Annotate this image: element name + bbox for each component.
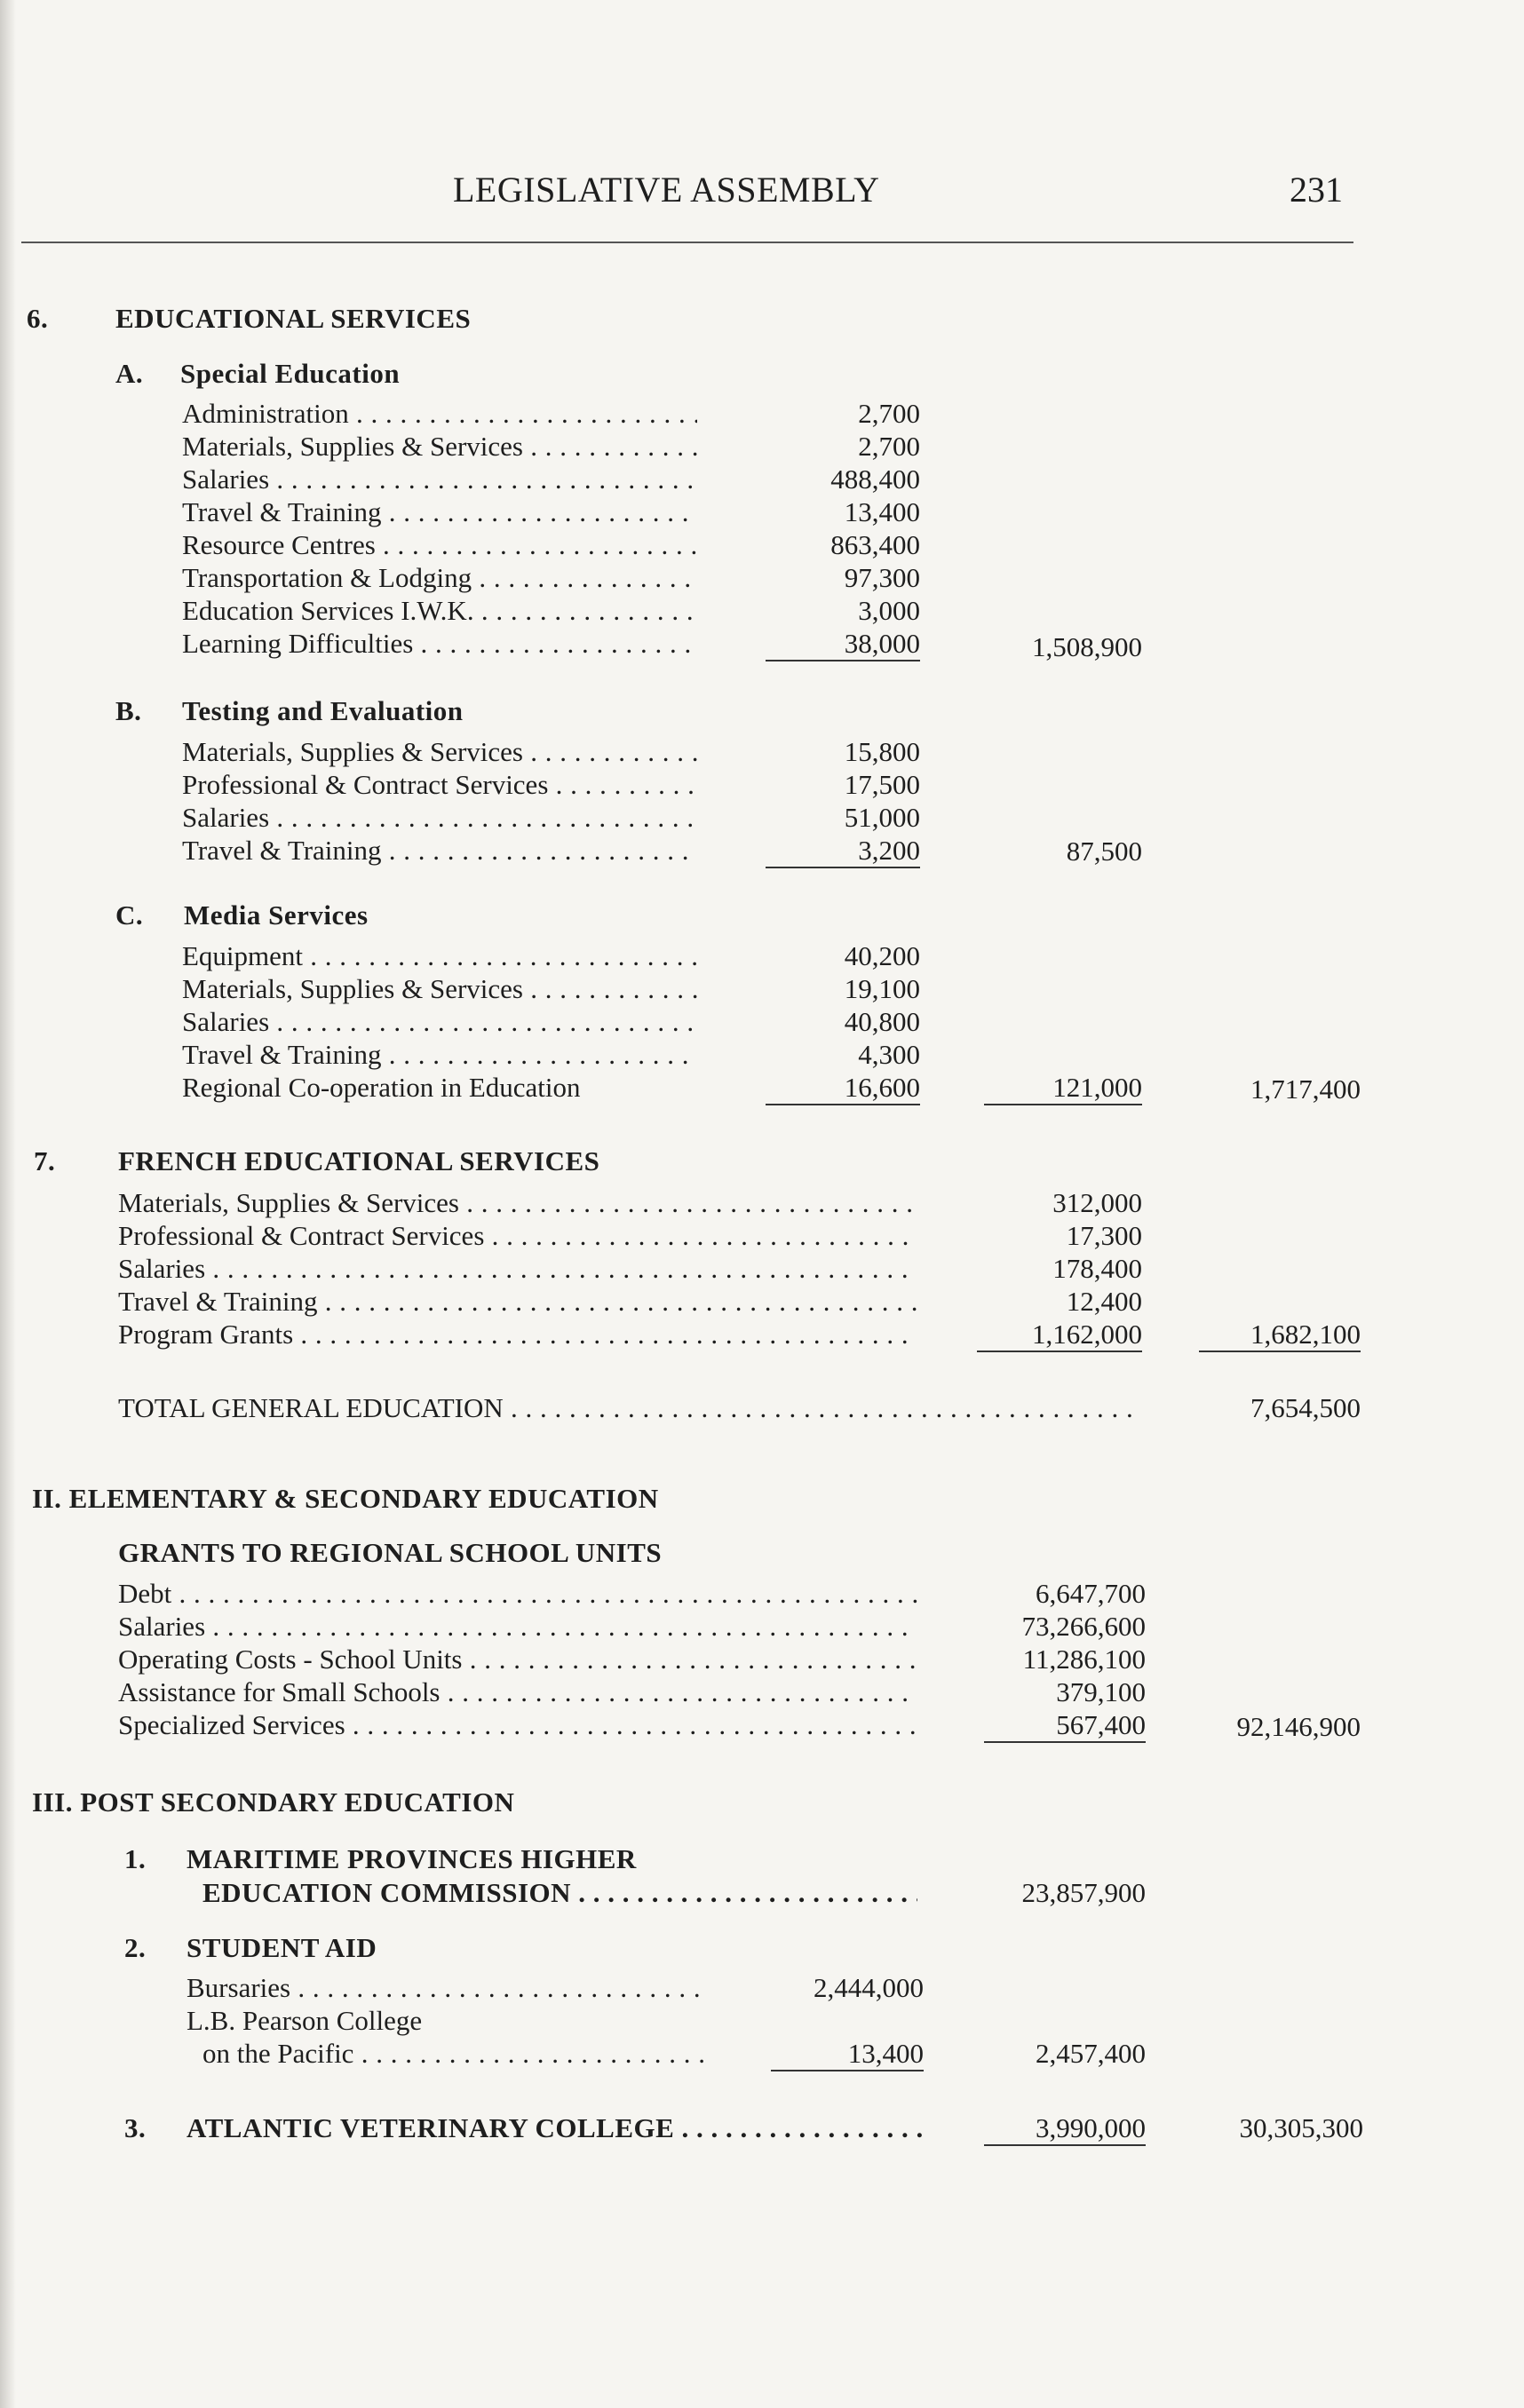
line-item-label: Materials, Supplies & Services . . . <box>118 1187 917 1219</box>
line-item-value: 3,000 <box>858 595 920 626</box>
line-item-label: Regional Co-operation in Education <box>182 1072 581 1103</box>
line-item-label: Program Grants . . . <box>118 1319 917 1351</box>
section-ii-title: II. ELEMENTARY & SECONDARY EDUCATION <box>32 1483 659 1514</box>
section-6-number: 6. <box>27 303 49 334</box>
section-iii-total: 30,305,300 <box>1239 2112 1363 2143</box>
line-item-value: 2,700 <box>858 431 920 462</box>
bursaries-label: Bursaries . . . <box>187 1972 706 2004</box>
line-item-value: 73,266,600 <box>1021 1611 1146 1642</box>
pearson-college-value: 13,400 <box>771 2038 924 2071</box>
line-item-label: Travel & Training . . . <box>182 496 697 528</box>
item-2-number: 2. <box>124 1932 147 1963</box>
item-1-value: 23,857,900 <box>1021 1877 1146 1908</box>
line-item-label: Salaries . . . <box>118 1253 917 1285</box>
subsection-c-title: Media Services <box>184 899 369 931</box>
line-item-value: 51,000 <box>844 802 920 833</box>
line-item-value: 4,300 <box>858 1039 920 1070</box>
header-rule <box>21 242 1353 243</box>
line-item-value: 1,162,000 <box>977 1319 1142 1352</box>
line-item-label: Equipment . . . <box>182 940 697 972</box>
line-item-value: 16,600 <box>766 1072 920 1105</box>
section-7-number: 7. <box>34 1145 56 1176</box>
line-item-value: 863,400 <box>830 529 920 560</box>
subsection-a-title: Special Education <box>180 358 401 389</box>
total-general-education-label: TOTAL GENERAL EDUCATION . . . <box>118 1392 1139 1424</box>
section-ii-subtitle: GRANTS TO REGIONAL SCHOOL UNITS <box>118 1537 663 1568</box>
item-3-value: 3,990,000 <box>984 2112 1146 2146</box>
subsection-b-title: Testing and Evaluation <box>182 695 464 726</box>
line-item-label: Travel & Training . . . <box>118 1286 917 1318</box>
line-item-label: Salaries . . . <box>182 463 697 495</box>
item-1-number: 1. <box>124 1843 147 1874</box>
line-item-label: Debt . . . <box>118 1578 917 1610</box>
line-item-label: Transportation & Lodging . . . <box>182 562 697 594</box>
line-item-label: Learning Difficulties . . . <box>182 628 697 660</box>
line-item-label: Salaries . . . <box>182 1006 697 1038</box>
line-item-value: 567,400 <box>984 1709 1146 1743</box>
item-2-title: STUDENT AID <box>187 1932 377 1963</box>
line-item-label: Administration . . . <box>182 398 697 430</box>
item-1-title-line1: MARITIME PROVINCES HIGHER <box>187 1843 637 1874</box>
line-item-value: 178,400 <box>1052 1253 1142 1284</box>
line-item-value: 488,400 <box>830 463 920 495</box>
line-item-value: 12,400 <box>1066 1286 1142 1317</box>
line-item-label: Materials, Supplies & Services . . . <box>182 431 697 463</box>
section-6-total: 1,717,400 <box>1250 1073 1361 1105</box>
line-item-value: 19,100 <box>844 973 920 1004</box>
line-item-value: 13,400 <box>844 496 920 527</box>
subsection-b-letter: B. <box>115 695 142 726</box>
line-item-label: Travel & Training . . . <box>182 1039 697 1071</box>
line-item-label: Materials, Supplies & Services . . . <box>182 736 697 768</box>
pearson-college-label-line2: on the Pacific . . . <box>202 2038 706 2070</box>
line-item-value: 17,300 <box>1066 1220 1142 1251</box>
line-item-value: 312,000 <box>1052 1187 1142 1218</box>
subsection-c-subtotal: 121,000 <box>984 1072 1142 1105</box>
pearson-college-label-line1: L.B. Pearson College <box>187 2005 423 2036</box>
page-header-title: LEGISLATIVE ASSEMBLY <box>453 170 880 210</box>
line-item-label: Professional & Contract Services . . . <box>182 769 697 801</box>
section-6-title: EDUCATIONAL SERVICES <box>115 303 472 334</box>
line-item-label: Specialized Services . . . <box>118 1709 917 1741</box>
item-2-subtotal: 2,457,400 <box>1036 2038 1146 2069</box>
line-item-label: Operating Costs - School Units . . . <box>118 1644 917 1675</box>
line-item-label: Assistance for Small Schools . . . <box>118 1676 917 1708</box>
section-7-total: 1,682,100 <box>1199 1319 1361 1352</box>
page-number: 231 <box>1290 170 1343 210</box>
bursaries-value: 2,444,000 <box>814 1972 924 2003</box>
section-iii-title: III. POST SECONDARY EDUCATION <box>32 1786 515 1818</box>
section-ii-total: 92,146,900 <box>1236 1711 1361 1742</box>
line-item-value: 40,800 <box>844 1006 920 1037</box>
line-item-label: Professional & Contract Services . . . <box>118 1220 917 1252</box>
line-item-label: Salaries . . . <box>182 802 697 834</box>
line-item-value: 11,286,100 <box>1022 1644 1146 1675</box>
item-1-title-line2: EDUCATION COMMISSION . . . <box>202 1877 917 1909</box>
page-edge-shadow <box>0 0 16 2408</box>
item-3-number: 3. <box>124 2112 147 2143</box>
line-item-value: 97,300 <box>844 562 920 593</box>
line-item-value: 15,800 <box>844 736 920 767</box>
subsection-a-letter: A. <box>115 358 144 389</box>
line-item-value: 40,200 <box>844 940 920 971</box>
line-item-label: Education Services I.W.K. . . . <box>182 595 697 627</box>
section-7-title: FRENCH EDUCATIONAL SERVICES <box>118 1145 600 1176</box>
line-item-value: 3,200 <box>766 835 920 868</box>
subsection-a-subtotal: 1,508,900 <box>1032 631 1142 662</box>
line-item-value: 379,100 <box>1056 1676 1146 1707</box>
line-item-value: 2,700 <box>858 398 920 429</box>
line-item-value: 38,000 <box>766 628 920 661</box>
line-item-value: 17,500 <box>844 769 920 800</box>
total-general-education-value: 7,654,500 <box>1250 1392 1361 1423</box>
line-item-label: Resource Centres . . . <box>182 529 697 561</box>
subsection-b-subtotal: 87,500 <box>1066 836 1142 867</box>
line-item-value: 6,647,700 <box>1036 1578 1146 1609</box>
line-item-label: Travel & Training . . . <box>182 835 697 867</box>
line-item-label: Salaries . . . <box>118 1611 917 1643</box>
item-3-title: ATLANTIC VETERINARY COLLEGE . . . <box>187 2112 924 2144</box>
line-item-label: Materials, Supplies & Services . . . <box>182 973 697 1005</box>
subsection-c-letter: C. <box>115 899 144 931</box>
